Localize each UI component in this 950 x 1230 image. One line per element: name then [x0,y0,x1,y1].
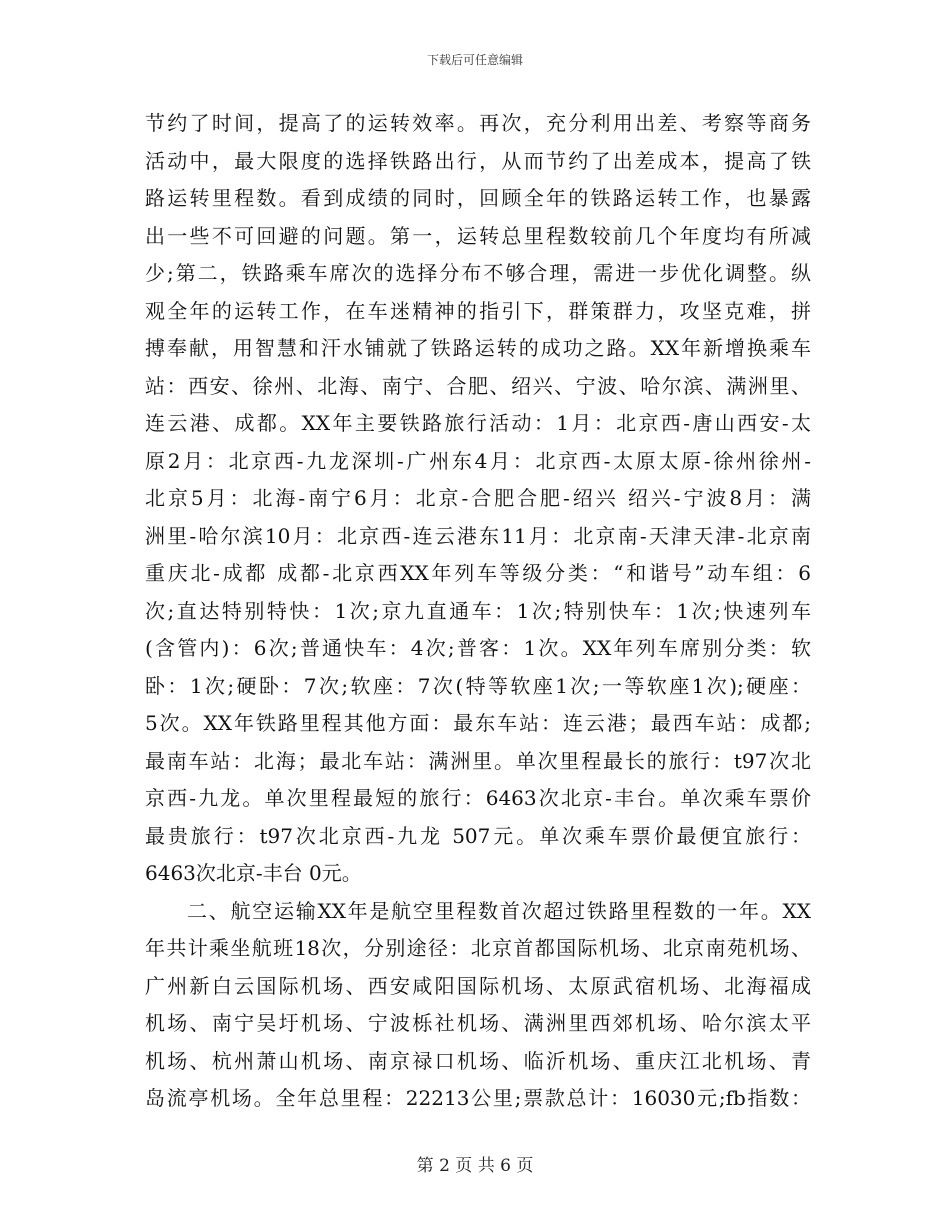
body-line: 北京5月：北海-南宁6月：北京-合肥合肥-绍兴 绍兴-宁波8月：满 [145,486,811,510]
body-line: 最南车站：北海；最北车站：满洲里。单次里程最长的旅行：t97次北 [145,748,811,773]
body-line: 连云港、成都。XX年主要铁路旅行活动：1月：北京西-唐山西安-太 [145,411,811,435]
body-line: 广州新白云国际机场、西安咸阳国际机场、太原武宿机场、北海福成 [145,973,811,998]
body-line: 机场、杭州萧山机场、南京禄口机场、临沂机场、重庆江北机场、青 [145,1048,811,1073]
body-line: 出一些不可回避的问题。第一，运转总里程数较前几个年度均有所减 [145,223,811,248]
body-line: 观全年的运转工作，在车迷精神的指引下，群策群力，攻坚克难，拼 [145,298,811,323]
body-line: 洲里-哈尔滨10月：北京西-连云港东11月：北京南-天津天津-北京南 [145,523,811,548]
body-line: 节约了时间，提高了的运转效率。再次，充分利用出差、考察等商务 [145,111,811,135]
body-line: 站：西安、徐州、北海、南宁、合肥、绍兴、宁波、哈尔滨、满洲里、 [145,373,811,398]
body-line: 搏奉献，用智慧和汗水铺就了铁路运转的成功之路。XX年新增换乘车 [145,336,811,360]
body-line: 活动中，最大限度的选择铁路出行，从而节约了出差成本，提高了铁 [145,148,811,173]
body-line: 少;第二，铁路乘车席次的选择分布不够合理，需进一步优化调整。纵 [145,261,811,285]
body-line: 最贵旅行：t97次北京西-九龙 507元。单次乘车票价最便宜旅行： [145,823,811,848]
body-line: 5次。XX年铁路里程其他方面：最东车站：连云港；最西车站：成都; [145,711,811,735]
body-line: 岛流亭机场。全年总里程：22213公里;票款总计：16030元;fb指数： [145,1086,811,1110]
body-line: 重庆北-成都 成都-北京西XX年列车等级分类：“和谐号”动车组：6 [145,561,811,585]
page-header-note: 下载后可任意编辑 [426,53,523,67]
page-number: 第 2 页 共 6 页 [416,1156,534,1176]
section-heading-line: 二、航空运输XX年是航空里程数首次超过铁路里程数的一年。XX [187,898,811,923]
body-line: 机场、南宁吴圩机场、宁波栎社机场、满洲里西郊机场、哈尔滨太平 [145,1011,811,1035]
body-line: 原2月：北京西-九龙深圳-广州东4月：北京西-太原太原-徐州徐州- [145,448,811,473]
body-line: 京西-九龙。单次里程最短的旅行：6463次北京-丰台。单次乘车票价 [145,786,811,810]
document-body [145,105,811,1118]
body-line: 次;直达特别特快：1次;京九直通车：1次;特别快车：1次;快速列车 [145,598,811,623]
body-line: 年共计乘坐航班18次，分别途径：北京首都国际机场、北京南苑机场、 [145,936,811,960]
body-line: 路运转里程数。看到成绩的同时，回顾全年的铁路运转工作，也暴露 [145,186,811,210]
body-line: 6463次北京-丰台 0元。 [145,861,362,885]
body-line: (含管内)：6次;普通快车：4次;普客：1次。XX年列车席别分类：软 [145,636,811,660]
body-line: 卧：1次;硬卧：7次;软座：7次(特等软座1次;一等软座1次);硬座： [145,673,811,698]
